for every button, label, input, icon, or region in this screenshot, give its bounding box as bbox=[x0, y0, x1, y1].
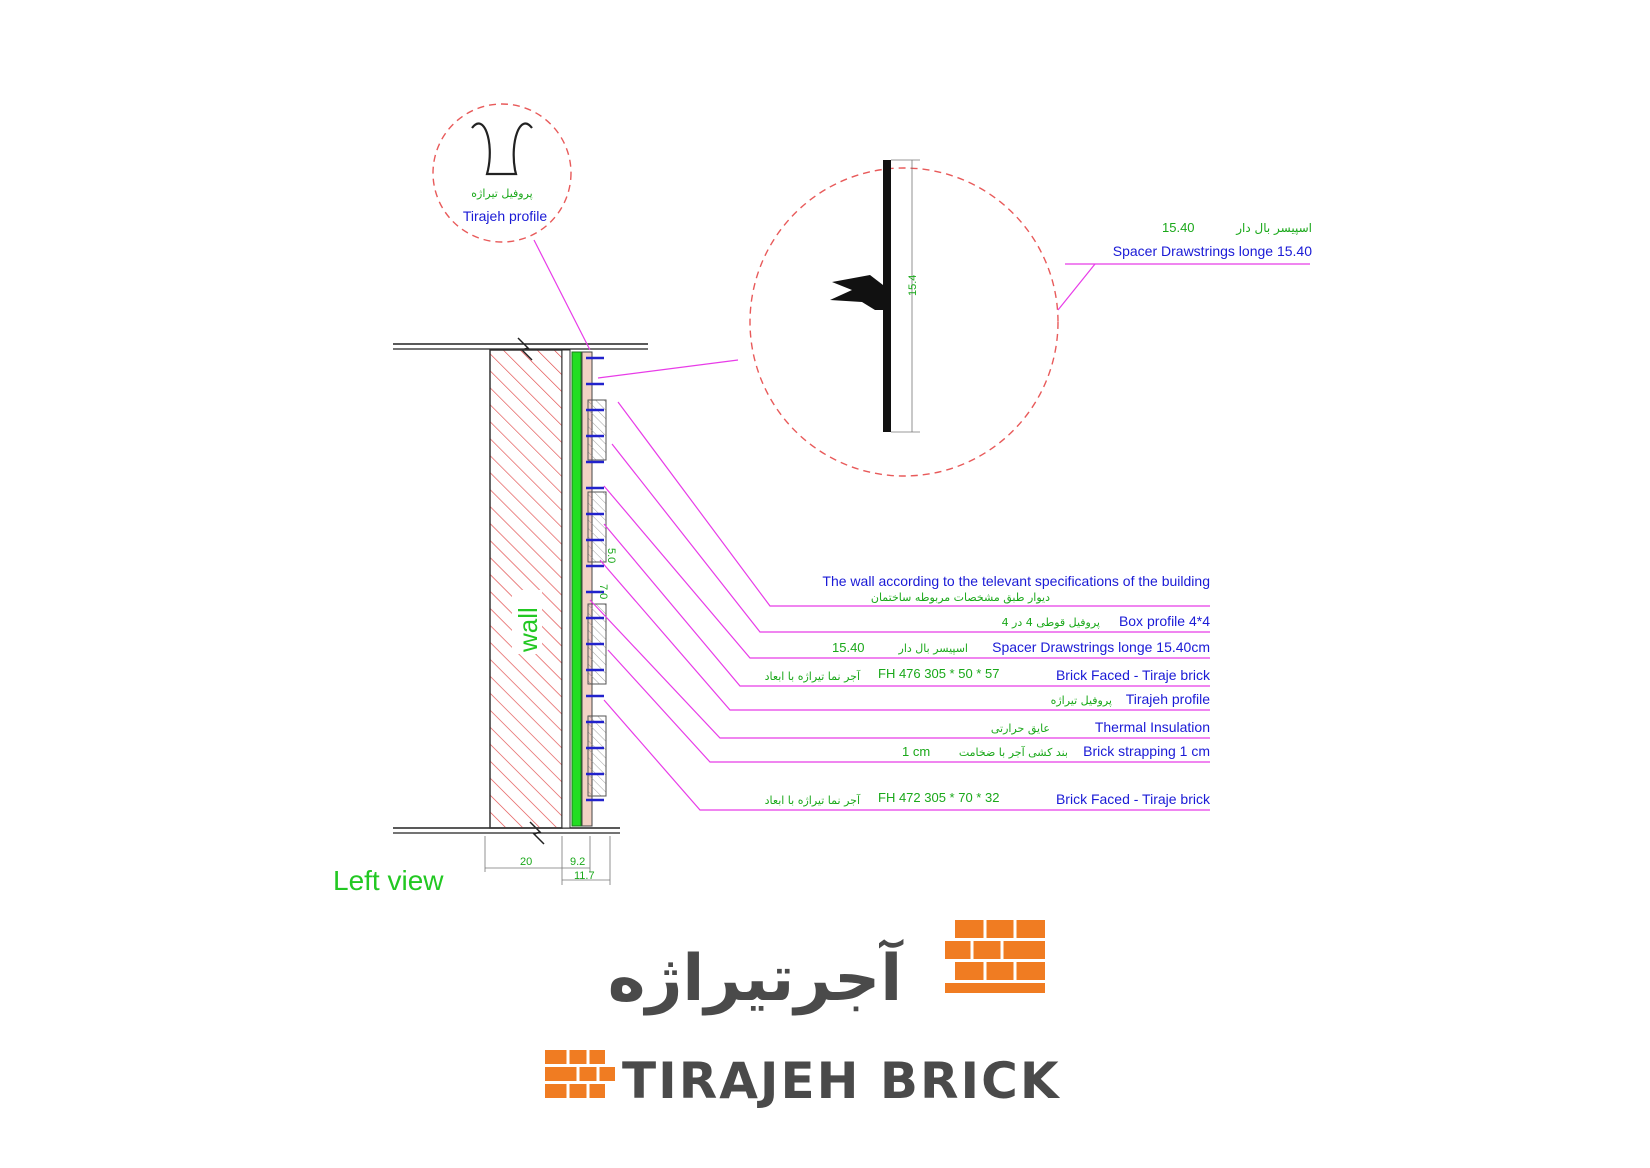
wall-body bbox=[490, 350, 562, 828]
callout-label-fa: پروفیل قوطی 4 در 4 bbox=[1001, 616, 1100, 629]
box-profile bbox=[562, 350, 570, 828]
dim-brick-b: 7.0 bbox=[597, 584, 609, 600]
callout-label-fa: آجر نما تیراژه با ابعاد bbox=[764, 670, 860, 683]
callout-list bbox=[590, 402, 1211, 810]
callout-label-en: Tirajeh profile bbox=[1125, 691, 1210, 707]
brand-name-en: TIRAJEH BRICK bbox=[622, 1052, 1061, 1110]
profile-label-en: Tirajeh profile bbox=[462, 208, 548, 224]
brand-logo-fa bbox=[608, 920, 1045, 1016]
detail-spacer-circle bbox=[750, 160, 1058, 476]
brand-logo-en bbox=[545, 1050, 1061, 1110]
dim-brick-a: 5.0 bbox=[605, 548, 617, 564]
brick-icon-fa bbox=[945, 920, 1045, 993]
spacer-detail-leader bbox=[534, 240, 1310, 378]
dim-facade-inner: 9.2 bbox=[570, 856, 586, 868]
callout-label-num: FH 472 305 * 70 * 32 bbox=[878, 790, 1000, 805]
brand-name-fa: آجرتیراژه bbox=[607, 942, 903, 1016]
callout-label-num: 1 cm bbox=[902, 744, 931, 759]
callout-leader bbox=[604, 524, 1210, 686]
thermal-insulation bbox=[572, 352, 581, 826]
callout-label-fa: بند کشی آجر با ضخامت bbox=[958, 746, 1068, 759]
callout-label-fa: دیوار طبق مشخصات مربوطه ساختمان bbox=[870, 591, 1050, 604]
view-title: Left view bbox=[333, 865, 444, 896]
callout-label-en: Brick strapping 1 cm bbox=[1083, 743, 1210, 759]
callout-label-en: Box profile 4*4 bbox=[1118, 613, 1210, 629]
callout-label-en: The wall according to the televant specifications of the building bbox=[822, 573, 1210, 589]
callout-label-fa: پروفیل تیراژه bbox=[1050, 694, 1112, 707]
brick-icon-en bbox=[545, 1050, 615, 1098]
dim-wall-width: 20 bbox=[520, 856, 533, 868]
callout-label-num: 15.40 bbox=[832, 640, 865, 655]
callout-label-en: Thermal Insulation bbox=[1094, 719, 1210, 735]
spacer-dimension: 15.4 bbox=[907, 274, 919, 296]
callout-label-en: Brick Faced - Tiraje brick bbox=[1055, 791, 1210, 807]
spacer-label-en: Spacer Drawstrings longe 15.40 bbox=[1112, 243, 1312, 259]
callout-label-fa: عایق حرارتی bbox=[990, 722, 1050, 735]
callout-label-fa: آجر نما تیراژه با ابعاد bbox=[764, 794, 860, 807]
callout-label-en: Brick Faced - Tiraje brick bbox=[1055, 667, 1210, 683]
detail-profile-circle bbox=[433, 104, 571, 242]
profile-label-fa: پروفیل تیراژه bbox=[471, 187, 533, 200]
spacer-label-fa: اسپیسر بال دار bbox=[1236, 221, 1312, 235]
callout-label-fa: اسپیسر بال دار bbox=[898, 642, 968, 655]
callout-label-num: FH 476 305 * 50 * 57 bbox=[878, 666, 1000, 681]
dim-facade-total: 11.7 bbox=[574, 870, 595, 882]
spacer-label-num: 15.40 bbox=[1162, 220, 1195, 235]
callout-label-en: Spacer Drawstrings longe 15.40cm bbox=[992, 639, 1210, 655]
wall-label: wall bbox=[513, 607, 543, 652]
